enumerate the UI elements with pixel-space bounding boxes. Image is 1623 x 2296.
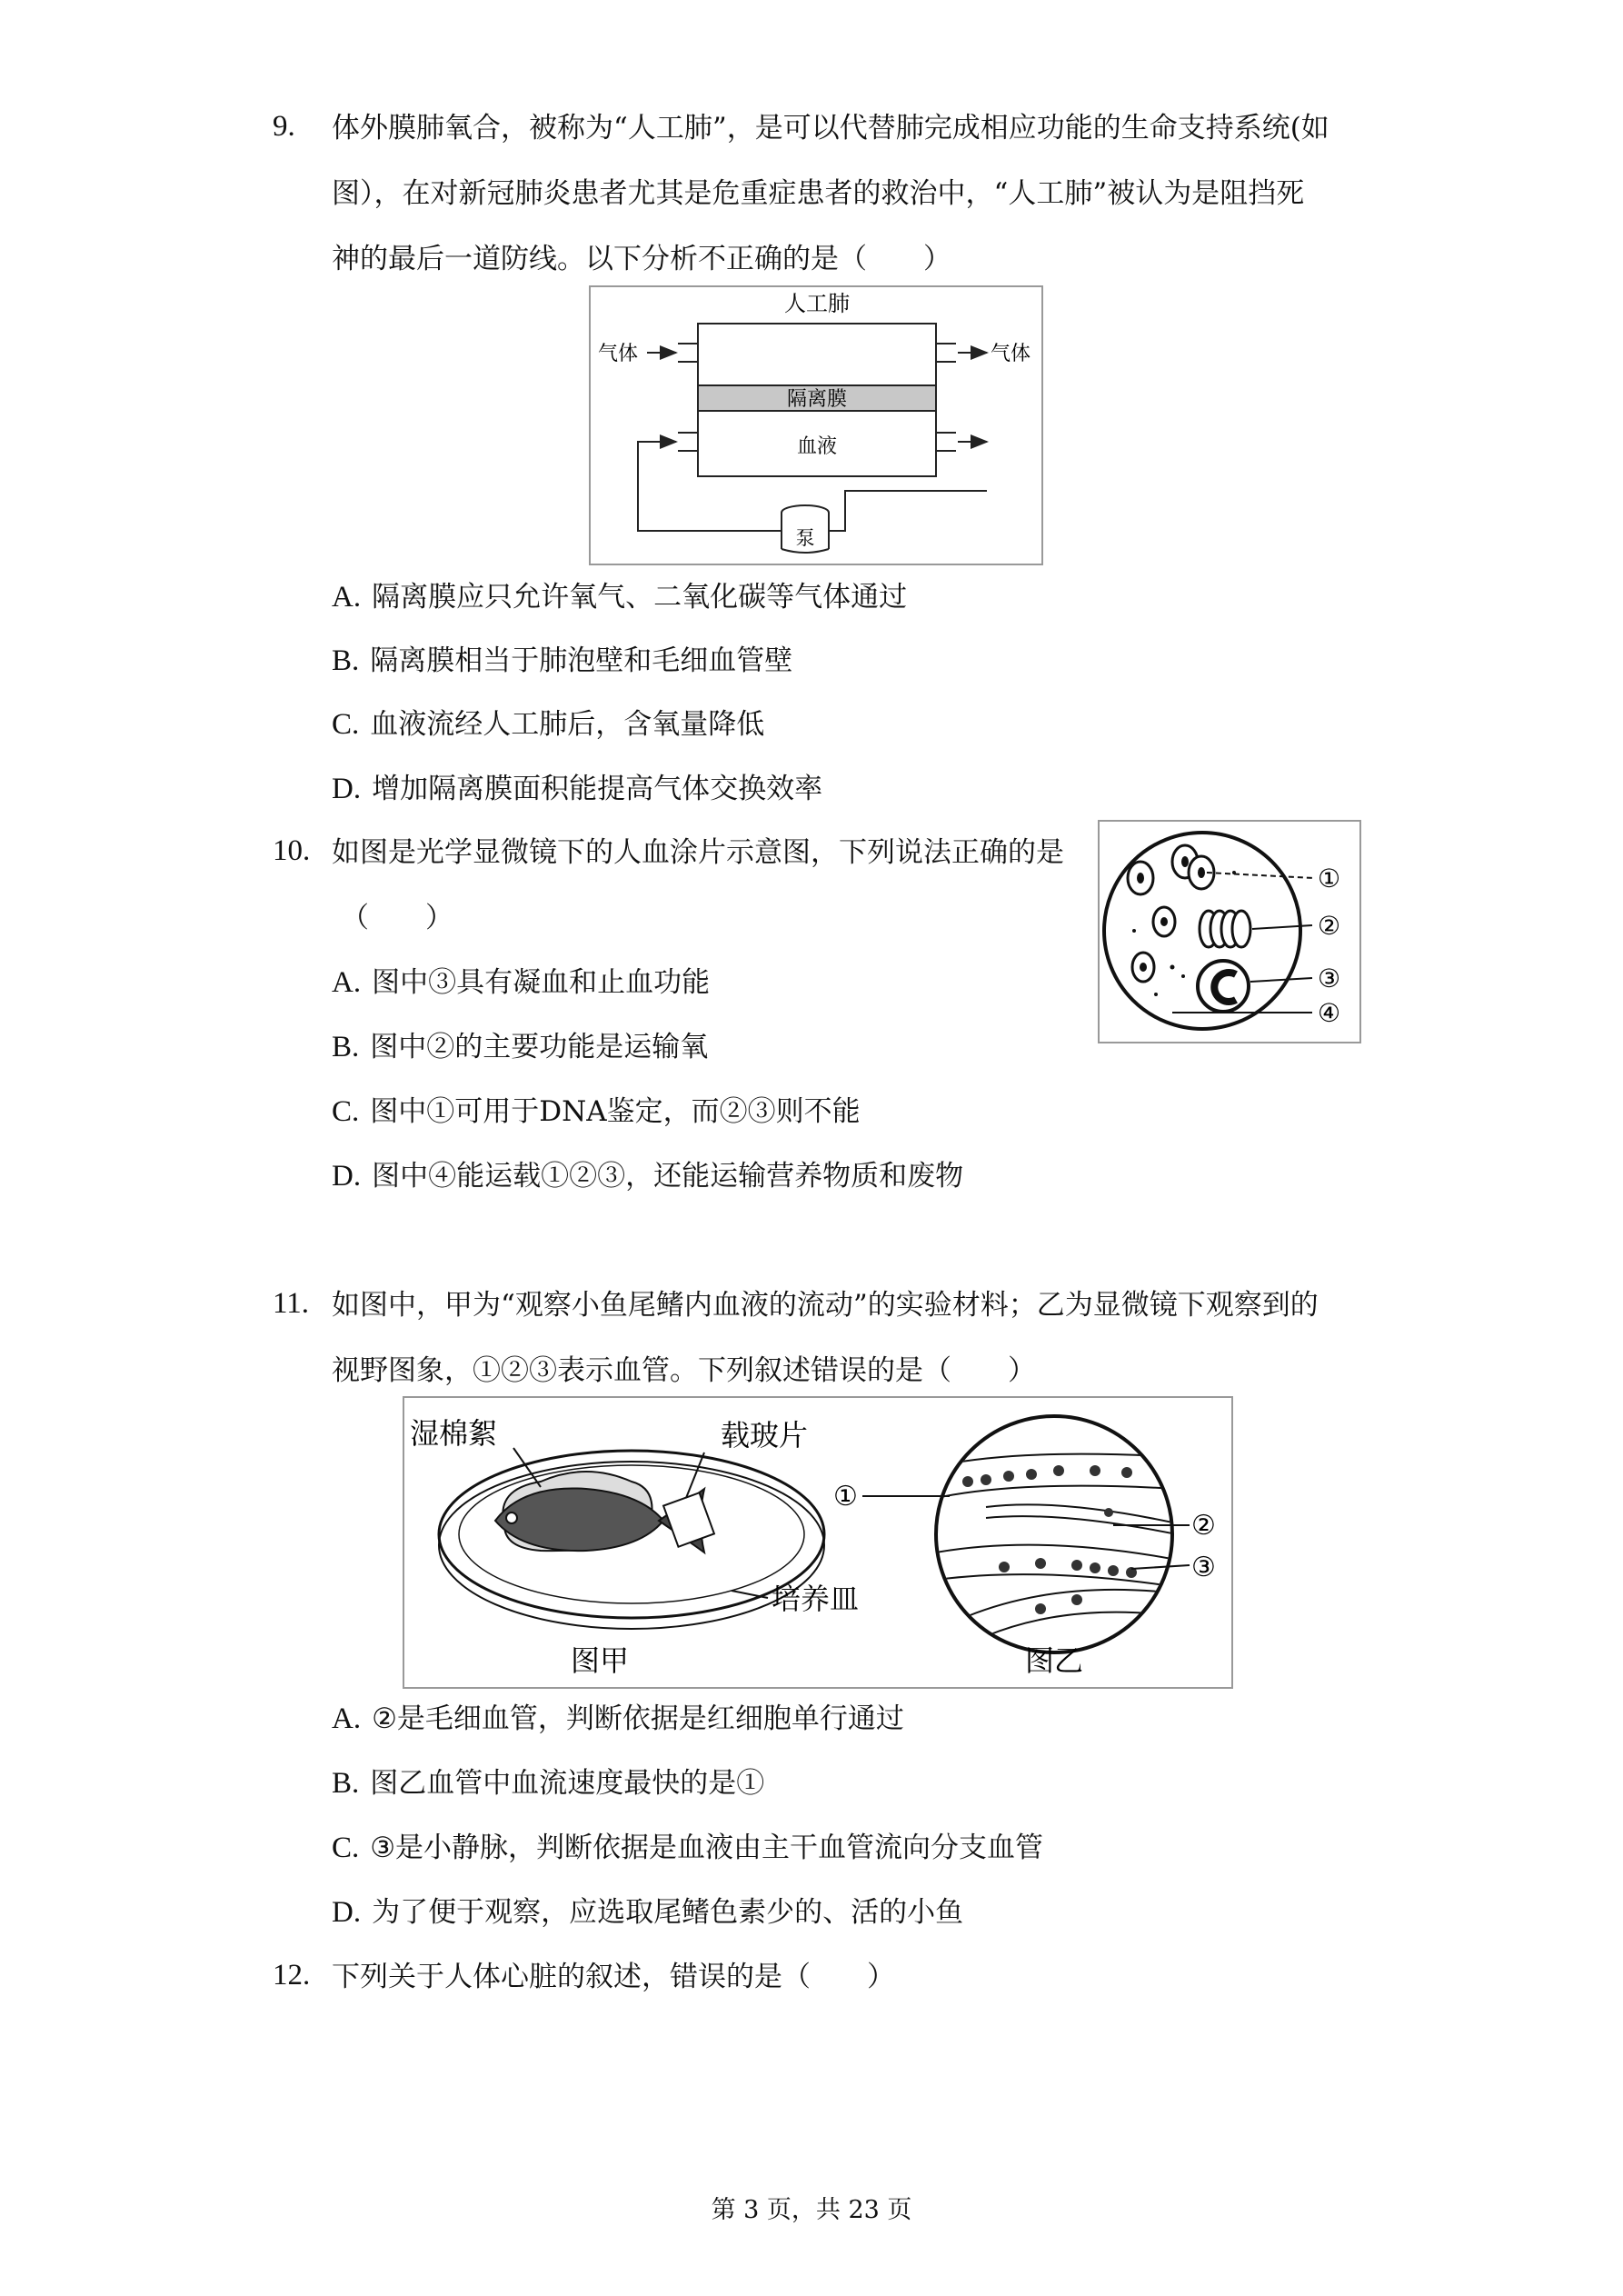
dish-label: 培养皿 xyxy=(772,1582,860,1616)
blood-smear-diagram xyxy=(1100,822,1359,1042)
gas-out-label: 气体 xyxy=(991,343,1031,365)
question-text-line: 神的最后一道防线。以下分析不正确的是（ ） xyxy=(332,243,951,275)
label-1: ① xyxy=(1318,863,1341,893)
blood-label: 血液 xyxy=(796,435,838,458)
page-footer: 第 3 页，共 23 页 xyxy=(711,2196,912,2224)
membrane-label: 隔离膜 xyxy=(786,388,848,411)
option-b[interactable]: B. 图乙血管中血流速度最快的是① xyxy=(332,1767,765,1800)
option-a[interactable]: A. ②是毛细血管，判断依据是红细胞单行通过 xyxy=(332,1702,904,1735)
pump-label: 泵 xyxy=(795,527,815,549)
gas-in-label: 气体 xyxy=(598,343,639,365)
fish-tail-figure xyxy=(403,1396,1233,1689)
slide-label: 载玻片 xyxy=(721,1418,809,1452)
artificial-lung-diagram xyxy=(591,287,1041,564)
label-3: ③ xyxy=(1318,963,1341,993)
option-b[interactable]: B. 图中②的主要功能是运输氧 xyxy=(332,1031,709,1063)
caption-b: 图乙 xyxy=(1024,1643,1084,1678)
question-text-line: 图），在对新冠肺炎患者尤其是危重症患者的救治中，“人工肺”被认为是阻挡死 xyxy=(332,177,1305,210)
option-c[interactable]: C. 血液流经人工肺后，含氧量降低 xyxy=(332,708,765,741)
question-number: 9. xyxy=(273,110,295,143)
question-number: 11. xyxy=(273,1287,310,1320)
question-number: 10. xyxy=(273,834,311,867)
option-a[interactable]: A. 隔离膜应只允许氧气、二氧化碳等气体通过 xyxy=(332,581,908,614)
question-text-line: 视野图象，①②③表示血管。下列叙述错误的是（ ） xyxy=(332,1354,1036,1387)
question-text-line: 体外膜肺氧合，被称为“人工肺”，是可以代替肺完成相应功能的生命支持系统(如 xyxy=(332,112,1329,145)
question-text-line: 如图是光学显微镜下的人血涂片示意图，下列说法正确的是 xyxy=(332,836,1064,869)
question-text-line: 下列关于人体心脏的叙述，错误的是（ ） xyxy=(332,1961,895,1993)
fish-tail-diagram xyxy=(404,1398,1231,1687)
option-d[interactable]: D. 图中④能运载①②③，还能运输营养物质和废物 xyxy=(332,1160,964,1193)
option-d[interactable]: D. 增加隔离膜面积能提高气体交换效率 xyxy=(332,773,823,805)
artificial-lung-figure xyxy=(589,285,1043,565)
option-d[interactable]: D. 为了便于观察，应选取尾鳍色素少的、活的小鱼 xyxy=(332,1896,964,1929)
option-a[interactable]: A. 图中③具有凝血和止血功能 xyxy=(332,966,711,999)
question-text-line: （ ） xyxy=(341,902,453,934)
vessel-label-1: ① xyxy=(833,1481,858,1512)
label-2: ② xyxy=(1318,911,1341,941)
caption-a: 图甲 xyxy=(570,1643,630,1678)
option-c[interactable]: C. 图中①可用于DNA鉴定，而②③则不能 xyxy=(332,1095,861,1128)
option-b[interactable]: B. 隔离膜相当于肺泡壁和毛细血管壁 xyxy=(332,644,793,677)
cotton-label: 湿棉絮 xyxy=(410,1416,498,1451)
question-text-line: 如图中，甲为“观察小鱼尾鳍内血液的流动”的实验材料；乙为显微镜下观察到的 xyxy=(332,1289,1319,1322)
figure-title: 人工肺 xyxy=(784,291,850,316)
label-4: ④ xyxy=(1318,998,1341,1028)
question-number: 12. xyxy=(273,1959,311,1992)
vessel-label-3: ③ xyxy=(1191,1552,1216,1583)
option-c[interactable]: C. ③是小静脉，判断依据是血液由主干血管流向分支血管 xyxy=(332,1832,1044,1864)
blood-smear-figure xyxy=(1098,820,1361,1043)
vessel-label-2: ② xyxy=(1191,1510,1216,1542)
